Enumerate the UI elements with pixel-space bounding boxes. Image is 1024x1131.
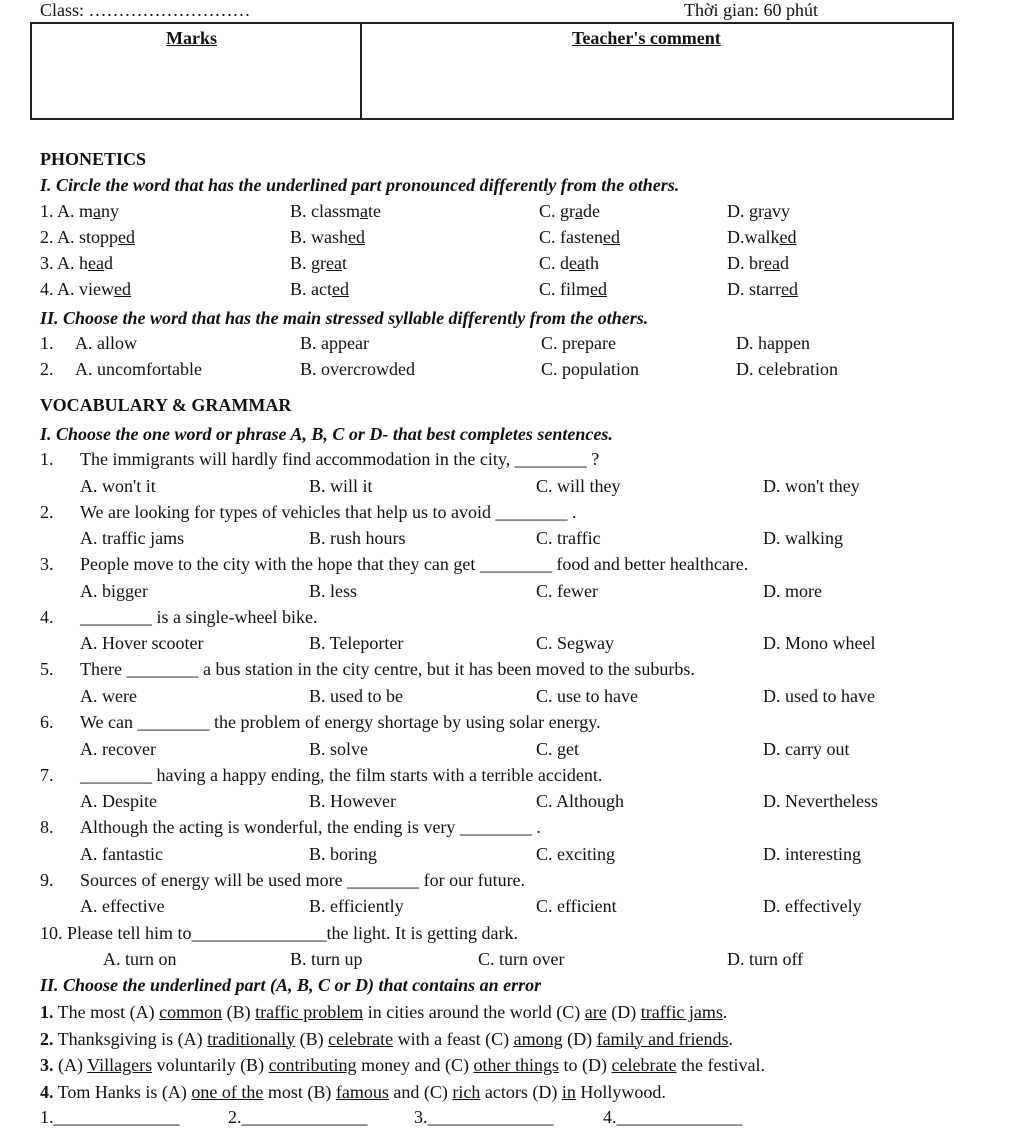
sentence-text: (D) (606, 1002, 641, 1022)
answer-option[interactable]: D. won't they (763, 475, 860, 496)
answer-option[interactable]: A. won't it (80, 475, 156, 496)
phonetics-row (0, 253, 1024, 277)
question-number: 5. (40, 659, 54, 680)
answer-option[interactable]: B. less (309, 580, 358, 601)
answer-blank-1[interactable]: 1.______________ (40, 1107, 180, 1127)
answer-option[interactable]: C. use to have (536, 685, 638, 706)
answer-option[interactable]: B. used to be (309, 685, 403, 706)
answer-blank-2[interactable]: 2.______________ (228, 1107, 368, 1127)
phonetics-option[interactable]: B. great (290, 253, 347, 273)
sentence-text: and (C) (388, 1081, 453, 1102)
question-options (0, 844, 1024, 868)
error-sentence (40, 1029, 733, 1050)
answer-option[interactable]: B. efficiently (309, 896, 404, 917)
question-stem: We can ________ the problem of energy shortage by using solar energy. (80, 712, 601, 732)
question-number: 1. (40, 449, 54, 469)
sentence-text: Hollywood. (575, 1081, 666, 1102)
answer-option[interactable]: C. Although (536, 791, 625, 812)
phonetics-row (0, 201, 1024, 225)
question-number: 4. (40, 606, 54, 627)
sentence-text: to (D) (559, 1055, 612, 1075)
sentence-text: Tom Hanks is (A) (53, 1081, 192, 1102)
item-number: 2. (40, 359, 54, 379)
phonetics-option[interactable]: 1. A. many (40, 201, 120, 221)
question-stem: Sources of energy will be used more ________ for our future. (80, 869, 526, 890)
sentence-text: with a feast (C) (393, 1028, 514, 1049)
phonetics-title: PHONETICS (40, 149, 147, 169)
phonetics-option[interactable]: 3. A. head (40, 253, 113, 273)
answer-option[interactable]: B. Teleporter (309, 633, 404, 654)
underlined-part: a (360, 201, 368, 221)
q10-option-a[interactable]: A. turn on (103, 949, 177, 969)
stress-option[interactable]: D. happen (736, 333, 810, 353)
stress-option[interactable]: D. celebration (736, 359, 838, 379)
underlined-part[interactable]: among (513, 1028, 563, 1049)
item-number: 4. (40, 1081, 54, 1102)
answer-option[interactable]: D. more (763, 580, 822, 601)
phonetics-row (0, 227, 1024, 251)
class-label: Class: ……………………… (40, 0, 251, 20)
item-number: 3. (40, 1055, 54, 1075)
answer-option[interactable]: D. Mono wheel (763, 633, 876, 654)
underlined-part: ed (332, 279, 349, 299)
phonetics-option[interactable]: C. filmed (539, 279, 608, 299)
underlined-part: ea (569, 253, 585, 273)
question-10-stem: 10. Please tell him to_______________the light. It is getting dark. (40, 923, 518, 943)
answer-option[interactable]: B. will it (309, 475, 373, 496)
question-stem: ________ is a single-wheel bike. (80, 606, 318, 627)
underlined-part: a (764, 201, 772, 221)
sentence-text: . (722, 1002, 728, 1022)
underlined-part: ed (779, 227, 797, 247)
underlined-part[interactable]: Villagers (87, 1055, 153, 1075)
item-number: 1. (40, 333, 54, 353)
underlined-part: ed (118, 227, 136, 247)
underlined-part[interactable]: traffic problem (255, 1002, 364, 1022)
question-number: 2. (40, 501, 54, 522)
answer-option[interactable]: A. effective (80, 896, 165, 917)
underlined-part: a (575, 201, 583, 221)
sentence-text: (B) (295, 1028, 329, 1049)
question-number: 8. (40, 817, 54, 838)
error-sentence (40, 1082, 666, 1103)
answer-option[interactable]: A. were (80, 685, 137, 706)
q10-option-b[interactable]: B. turn up (290, 949, 363, 969)
question-stem: ________ having a happy ending, the film starts with a terrible accident. (80, 764, 603, 785)
answer-option[interactable]: B. boring (309, 843, 378, 864)
phonetics-option[interactable]: B. acted (290, 279, 349, 299)
vocab-part1-instruction: I. Choose the one word or phrase A, B, C or D- that best completes sentences. (40, 424, 613, 444)
underlined-part: ed (348, 227, 365, 247)
answer-option[interactable]: D. walking (763, 528, 843, 549)
sentence-text: the festival. (676, 1055, 765, 1075)
error-sentence (40, 1002, 727, 1023)
answer-option[interactable]: B. solve (309, 738, 369, 759)
underlined-part: ea (764, 253, 780, 273)
answer-option[interactable]: D. Nevertheless (763, 791, 878, 812)
sentence-text: most (B) (263, 1081, 336, 1102)
underlined-part[interactable]: other things (473, 1055, 560, 1075)
answer-option[interactable]: A. fantastic (80, 843, 163, 864)
question-stem: The immigrants will hardly find accommodation in the city, ________ ? (80, 449, 600, 469)
question-options (0, 739, 1024, 763)
underlined-part: ed (780, 279, 798, 299)
question-10-options (0, 949, 1024, 973)
underlined-part: ea (88, 253, 104, 273)
stress-option[interactable]: A. uncomfortable (75, 359, 202, 379)
phonetics-option[interactable]: B. washed (290, 227, 365, 247)
underlined-part[interactable]: traditionally (207, 1028, 296, 1049)
underlined-part[interactable]: contributing (268, 1055, 357, 1075)
sentence-text: actors (D) (480, 1081, 562, 1102)
question-number: 9. (40, 869, 54, 890)
marks-comment-box (30, 22, 954, 120)
vocab-part2-instruction: II. Choose the underlined part (A, B, C or D) that contains an error (40, 975, 542, 995)
underlined-part[interactable]: common (159, 1002, 223, 1022)
phonetics-option[interactable]: D. starred (727, 279, 798, 299)
underlined-part: ed (602, 227, 620, 247)
underlined-part[interactable]: family and friends (596, 1028, 729, 1049)
stress-option[interactable]: A. allow (75, 333, 137, 353)
answer-option[interactable]: D. used to have (763, 685, 875, 706)
answer-option[interactable]: C. efficient (536, 896, 617, 917)
underlined-part[interactable]: celebrate (611, 1055, 677, 1075)
question-options (0, 633, 1024, 657)
item-number: 2. (40, 1028, 54, 1049)
underlined-part: ea (326, 253, 342, 273)
underlined-part: ed (590, 279, 608, 299)
sentence-text: The most (A) (53, 1002, 160, 1022)
stress-option[interactable]: B. appear (300, 333, 369, 353)
answer-option[interactable]: C. exciting (536, 843, 615, 864)
sentence-text: (A) (53, 1055, 88, 1075)
phonetics-option[interactable]: D. bread (727, 253, 789, 273)
answer-option[interactable]: D. interesting (763, 843, 861, 864)
sentence-text: (B) (222, 1002, 256, 1022)
question-options (0, 791, 1024, 815)
question-stem: We are looking for types of vehicles that help us to avoid ________ . (80, 501, 577, 522)
phonetics-option[interactable]: D.walked (727, 227, 797, 247)
answer-option[interactable]: D. effectively (763, 896, 862, 917)
answer-blanks (0, 1107, 1024, 1131)
answer-option[interactable]: A. traffic jams (80, 528, 185, 549)
stress-row (0, 359, 1024, 383)
underlined-part[interactable]: are (584, 1002, 607, 1022)
stress-option[interactable]: C. population (541, 359, 639, 379)
question-options (0, 581, 1024, 605)
answer-option[interactable]: A. Hover scooter (80, 633, 204, 654)
phonetics-option[interactable]: D. gravy (727, 201, 790, 221)
underlined-part[interactable]: rich (452, 1081, 481, 1102)
phonetics-part2-instruction: II. Choose the word that has the main stressed syllable differently from the others. (40, 308, 649, 328)
question-options (0, 686, 1024, 710)
question-options (0, 528, 1024, 552)
underlined-part: ed (114, 279, 131, 299)
phonetics-option[interactable]: C. grade (539, 201, 600, 221)
answer-option[interactable]: C. will they (536, 475, 621, 496)
phonetics-option[interactable]: 2. A. stopped (40, 227, 136, 247)
underlined-part[interactable]: one of the (191, 1081, 264, 1102)
question-number: 7. (40, 764, 54, 785)
stress-option[interactable]: C. prepare (541, 333, 616, 353)
answer-option[interactable]: C. traffic (536, 528, 601, 549)
answer-option[interactable]: C. get (536, 738, 579, 759)
answer-option[interactable]: B. rush hours (309, 528, 406, 549)
time-label: Thời gian: 60 phút (684, 0, 819, 20)
phonetics-row (0, 279, 1024, 303)
phonetics-option[interactable]: C. death (539, 253, 600, 273)
underlined-part[interactable]: traffic jams (640, 1002, 723, 1022)
question-stem: There ________ a bus station in the city centre, but it has been moved to the suburbs. (80, 659, 695, 680)
phonetics-part1-instruction: I. Circle the word that has the underlined part pronounced differently from the others. (40, 175, 680, 195)
answer-option[interactable]: D. carry out (763, 738, 850, 759)
marks-heading: Marks (166, 28, 217, 48)
sentence-text: voluntarily (B) (152, 1055, 269, 1075)
stress-option[interactable]: B. overcrowded (300, 359, 415, 379)
sentence-text: . (728, 1028, 734, 1049)
question-stem: Although the acting is wonderful, the ending is very ________ . (80, 817, 541, 838)
underlined-part[interactable]: famous (335, 1081, 389, 1102)
sentence-text: Thanksgiving is (A) (53, 1028, 208, 1049)
underlined-part[interactable]: in (561, 1081, 576, 1102)
answer-blank-4[interactable]: 4.______________ (603, 1107, 743, 1127)
question-options (0, 476, 1024, 500)
underlined-part: a (93, 201, 102, 221)
answer-option[interactable]: A. bigger (80, 580, 148, 601)
answer-option[interactable]: A. Despite (80, 791, 157, 812)
sentence-text: money and (C) (356, 1055, 474, 1075)
sentence-text: in cities around the world (C) (363, 1002, 585, 1022)
phonetics-option[interactable]: 4. A. viewed (40, 279, 131, 299)
phonetics-option[interactable]: C. fastened (539, 227, 620, 247)
sentence-text: (D) (562, 1028, 597, 1049)
answer-option[interactable]: B. However (309, 791, 396, 812)
question-options (0, 896, 1024, 920)
answer-blank-3[interactable]: 3.______________ (414, 1107, 554, 1127)
answer-option[interactable]: A. recover (80, 738, 156, 759)
answer-option[interactable]: C. Segway (536, 633, 614, 654)
stress-row (0, 333, 1024, 357)
phonetics-option[interactable]: B. classmate (290, 201, 381, 221)
comment-heading: Teacher's comment (572, 28, 721, 48)
vocab-title: VOCABULARY & GRAMMAR (40, 395, 292, 415)
underlined-part[interactable]: celebrate (328, 1028, 394, 1049)
question-number: 6. (40, 712, 54, 732)
error-sentence (40, 1055, 765, 1076)
question-stem: People move to the city with the hope that they can get ________ food and better healthcare. (80, 554, 749, 575)
q10-option-c[interactable]: C. turn over (478, 949, 565, 969)
answer-option[interactable]: C. fewer (536, 580, 598, 601)
item-number: 1. (40, 1002, 54, 1022)
q10-option-d[interactable]: D. turn off (727, 949, 804, 969)
question-number: 3. (40, 554, 54, 575)
